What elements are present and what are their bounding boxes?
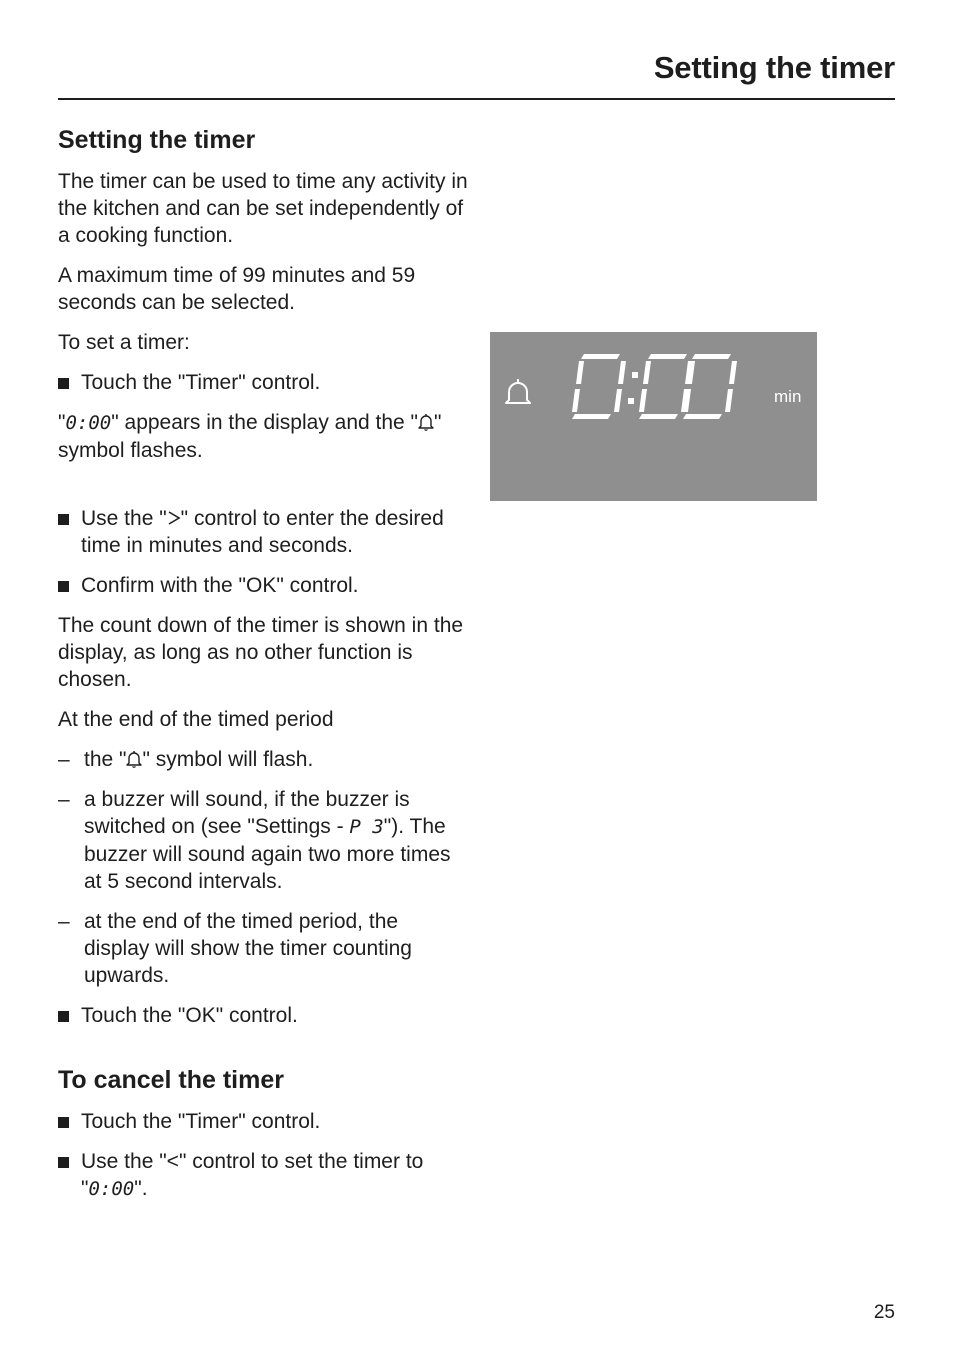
section-heading-setting-timer: Setting the timer [58, 126, 256, 154]
result-text-end: " symbol flashes. [58, 411, 442, 462]
step-text-post: " control to enter the desired time in minutes and seconds. [81, 507, 444, 557]
dash-text-pre: a buzzer will sound, if the buzzer is switched on (see "Settings - [84, 788, 410, 838]
unit-label: min [774, 387, 802, 406]
step-touch-ok [58, 1002, 468, 1029]
bell-icon [418, 413, 434, 431]
bullet-square-icon [58, 1117, 69, 1128]
paragraph-display-result [58, 409, 468, 464]
bullet-square-icon [58, 514, 69, 525]
dash-marker: – [58, 788, 70, 811]
step-text: Touch the "Timer" control. [81, 1110, 321, 1133]
oven-display-panel [490, 332, 817, 501]
dash-marker: – [58, 748, 70, 771]
dash-marker: – [58, 910, 70, 933]
paragraph-countdown: The count down of the timer is shown in the display, as long as no other function is chosen. [58, 614, 464, 691]
segment-digit-0 [683, 354, 737, 419]
page-header-title: Setting the timer [653, 50, 895, 85]
chevron-left-symbol: < [166, 1150, 179, 1173]
step-use-forward [58, 505, 468, 559]
bullet-square-icon [58, 1157, 69, 1168]
step-text-pre: Use the " [81, 1150, 167, 1173]
page-number: 25 [873, 1302, 895, 1323]
step-confirm-ok [58, 572, 468, 599]
dash-text: at the end of the timed period, the display will show the timer counting upwards. [84, 910, 412, 987]
list-item-counting-up [58, 908, 468, 989]
step-cancel-touch-timer [58, 1108, 468, 1135]
display-readout [490, 332, 817, 501]
text-column [58, 124, 468, 1216]
segment-colon [628, 372, 638, 404]
step-text-post: ". [134, 1177, 148, 1200]
bell-icon [126, 750, 142, 768]
step-text-mid: " control to set the timer to " [81, 1150, 424, 1200]
step-text: Touch the "OK" control. [81, 1004, 298, 1027]
chevron-right-icon [167, 510, 181, 526]
paragraph-max-time: A maximum time of 99 minutes and 59 seconds can be selected. [58, 264, 416, 314]
dash-text-pre: the " [84, 748, 127, 771]
step-touch-timer [58, 369, 468, 396]
bullet-square-icon [58, 378, 69, 389]
step-text: Touch the "Timer" control. [81, 371, 321, 394]
bell-icon [506, 379, 530, 403]
result-text-mid: " appears in the display and the " [111, 411, 419, 434]
segment-digit-0 [572, 354, 626, 419]
display-value-inline: 0:00 [88, 1178, 135, 1200]
bullet-square-icon [58, 1011, 69, 1022]
paragraph-end-period: At the end of the timed period [58, 708, 334, 731]
list-item-symbol-flash [58, 746, 468, 773]
step-text-pre: Use the " [81, 507, 167, 530]
list-item-buzzer [58, 786, 468, 895]
bullet-square-icon [58, 581, 69, 592]
paragraph-intro: The timer can be used to time any activity in the kitchen and can be set independently of a cooking function. [58, 170, 468, 247]
dash-text-post: " symbol will flash. [142, 748, 314, 771]
paragraph-to-set: To set a timer: [58, 331, 190, 354]
step-text: Confirm with the "OK" control. [81, 574, 359, 597]
section-heading-cancel-timer: To cancel the timer [58, 1066, 284, 1094]
step-cancel-use-back [58, 1148, 468, 1203]
header-divider [58, 98, 895, 100]
dash-text-post: "). The buzzer will sound again two more times at 5 second intervals. [84, 815, 451, 893]
setting-code: P 3 [349, 816, 384, 838]
quote-text: " [58, 411, 66, 434]
display-value-inline: 0:00 [65, 412, 112, 434]
